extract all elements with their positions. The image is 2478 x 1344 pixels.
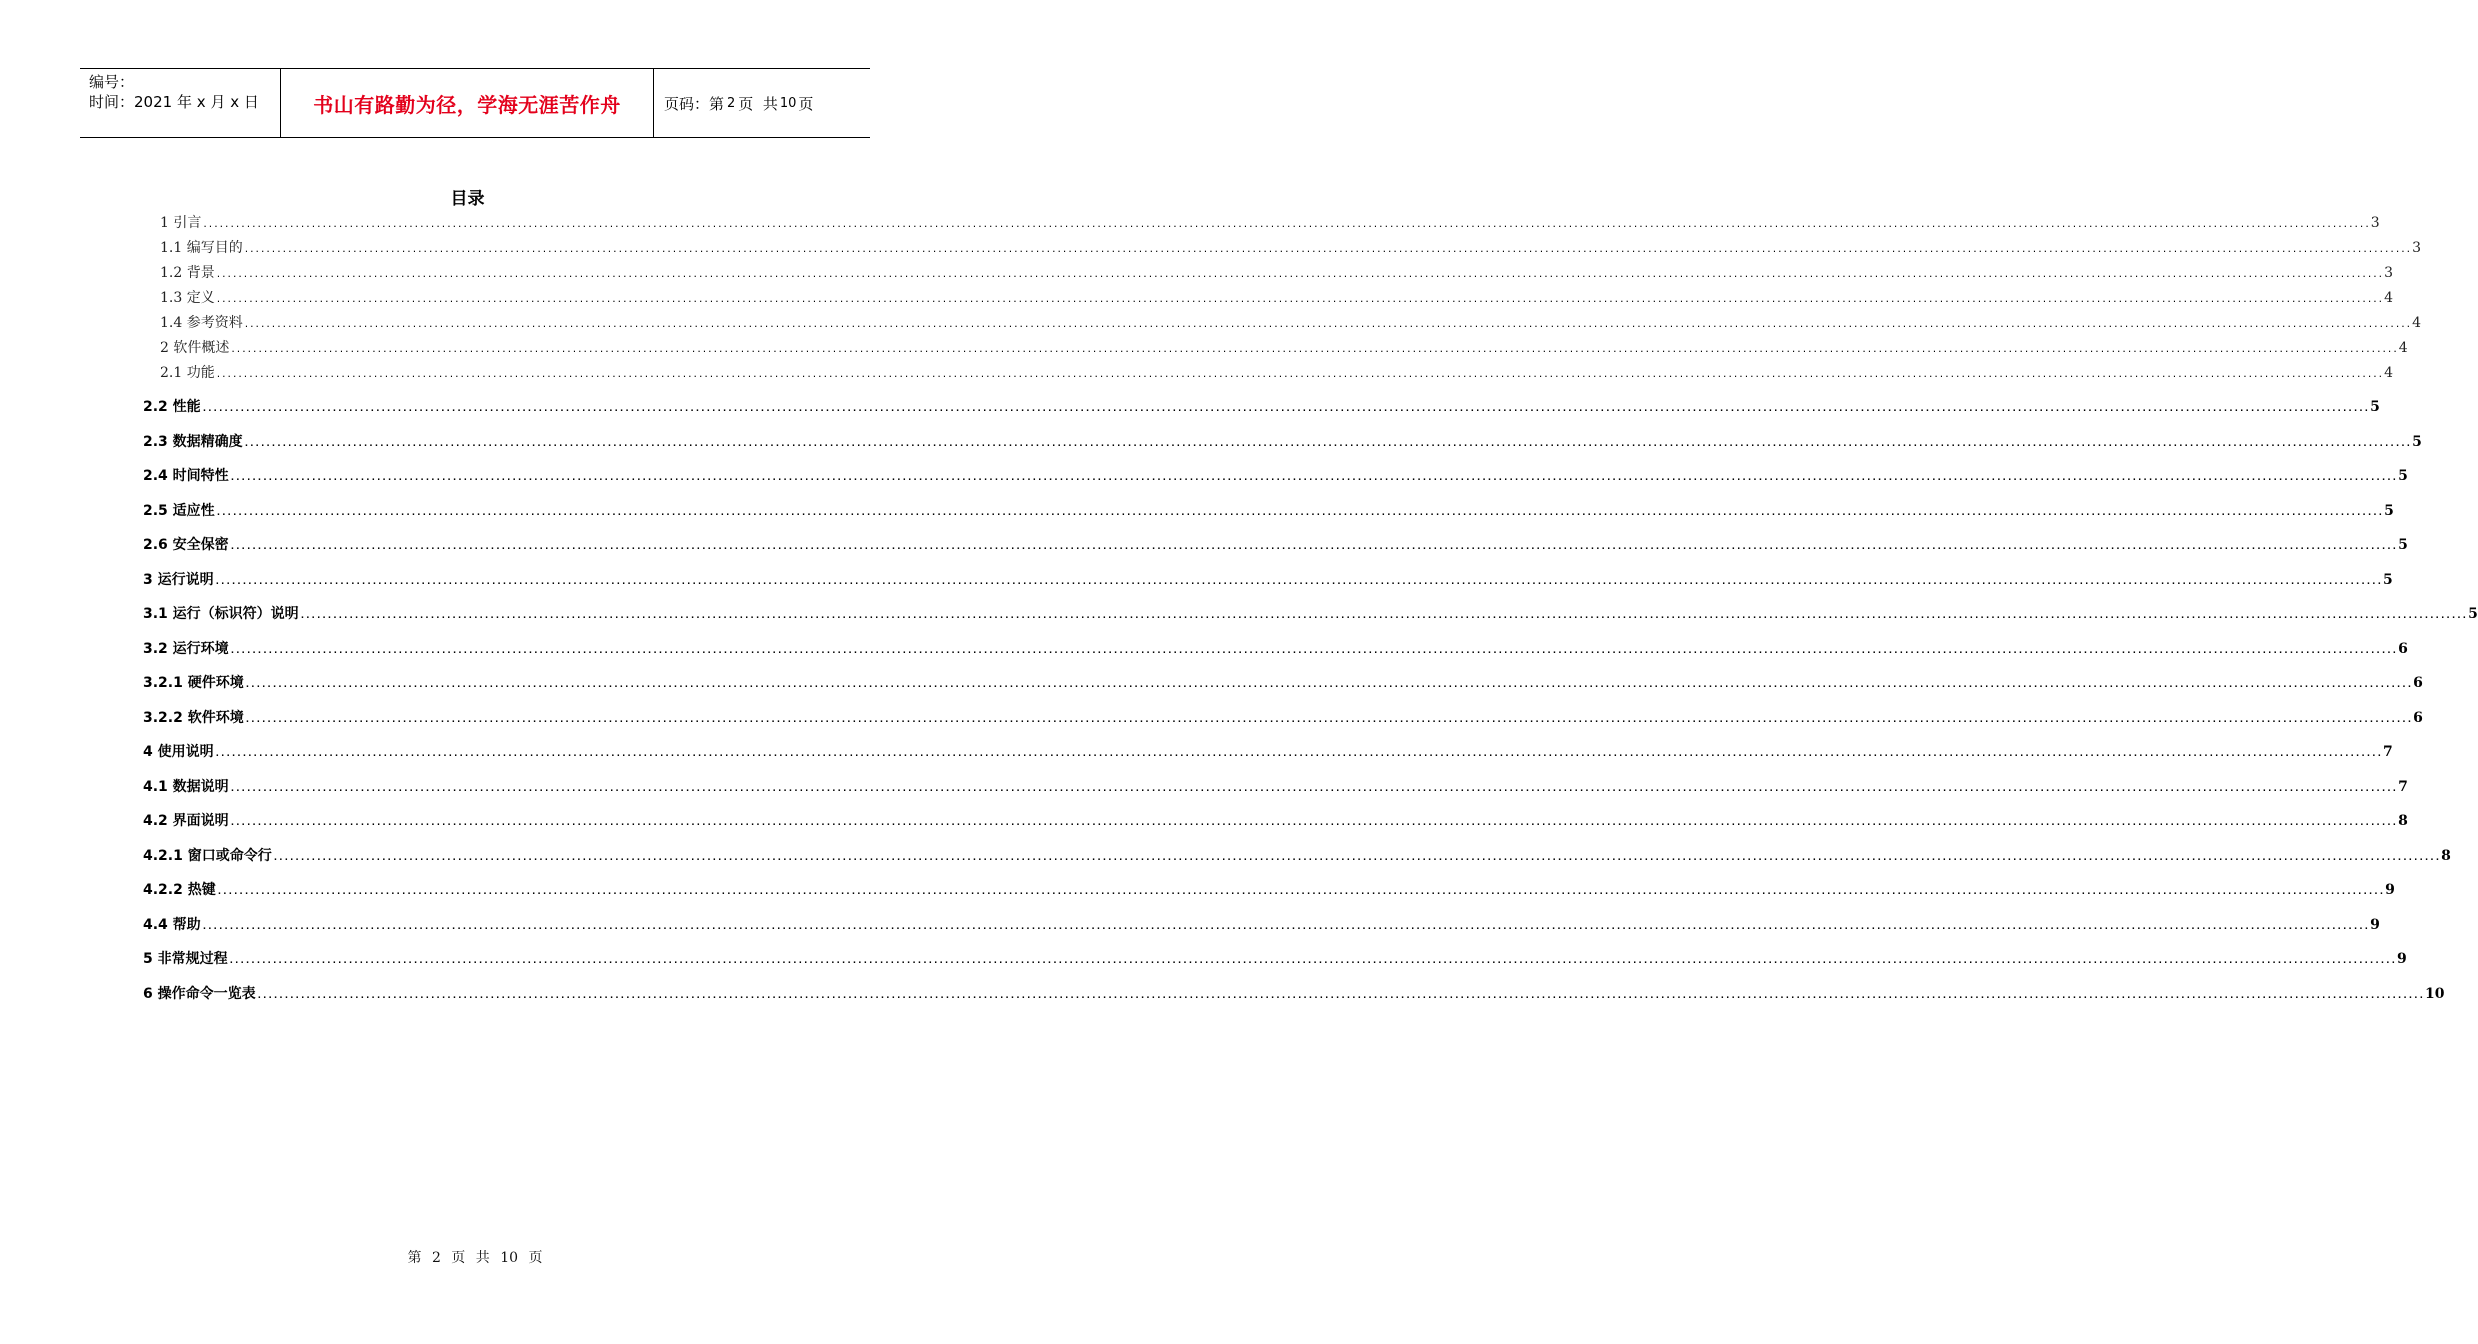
- toc-entry-page: 6: [2398, 640, 2408, 657]
- toc-leader-dots: ................................................................................................................................................................................................................................................................................................................................................................................................................: [229, 542, 2398, 552]
- toc-leader-dots: ................................................................................................................................................................................................................................................................................................................................................................................................................: [244, 680, 2413, 690]
- toc-leader-dots: ................................................................................................................................................................................................................................................................................................................................................................................................................: [202, 220, 2370, 230]
- toc-entry-label: 2.6 安全保密: [143, 537, 229, 553]
- toc-entry-page: 4: [2384, 290, 2394, 306]
- toc-entry[interactable]: [160, 262, 2394, 282]
- toc-entry[interactable]: [160, 237, 2422, 257]
- toc-leader-dots: ................................................................................................................................................................................................................................................................................................................................................................................................................: [256, 990, 2425, 1001]
- toc-leader-dots: ................................................................................................................................................................................................................................................................................................................................................................................................................: [243, 245, 2412, 255]
- toc-entry-label: 1.2 背景: [160, 265, 215, 281]
- toc-entry[interactable]: [143, 500, 2394, 520]
- toc-entry-page: 5: [2398, 468, 2408, 484]
- toc-leader-dots: ................................................................................................................................................................................................................................................................................................................................................................................................................: [229, 473, 2398, 483]
- toc-entry[interactable]: [160, 337, 2408, 357]
- toc-entry-page: 6: [2413, 709, 2423, 726]
- toc-entry-label: 2.1 功能: [160, 365, 215, 381]
- page-end: 页: [798, 94, 814, 113]
- page-label: 页码：第: [664, 94, 725, 113]
- toc-entry-page: 9: [2397, 951, 2407, 967]
- toc-entry-label: 3 运行说明: [143, 571, 214, 588]
- toc-leader-dots: ................................................................................................................................................................................................................................................................................................................................................................................................................: [244, 714, 2413, 725]
- toc-entry-label: 3.2.1 硬件环境: [143, 675, 244, 691]
- time-year: 2021: [134, 93, 173, 111]
- toc-entry-label: 6 操作命令一览表: [143, 985, 256, 1002]
- time-day: x: [230, 93, 240, 111]
- toc-entry-page: 5: [2384, 502, 2394, 519]
- header-page-cell: [654, 69, 870, 137]
- toc-entry[interactable]: [160, 312, 2422, 332]
- toc-entry[interactable]: [160, 362, 2394, 382]
- toc-leader-dots: ................................................................................................................................................................................................................................................................................................................................................................................................................: [215, 507, 2384, 518]
- toc-entry-label: 3.2 运行环境: [143, 640, 229, 657]
- time-label: 时间：: [89, 93, 135, 111]
- toc-entry-label: 5 非常规过程: [143, 951, 228, 967]
- toc-entry-page: 3: [2412, 240, 2422, 256]
- time-month: x: [196, 93, 206, 111]
- toc-entry-page: 3: [2370, 215, 2380, 231]
- toc-entry-page: 9: [2370, 916, 2380, 933]
- toc-entry-label: 1 引言: [160, 215, 202, 231]
- toc-leader-dots: ................................................................................................................................................................................................................................................................................................................................................................................................................: [215, 370, 2384, 380]
- toc-entry-page: 6: [2413, 675, 2423, 691]
- toc-entry-label: 4.2 界面说明: [143, 813, 229, 829]
- toc-entry-page: 8: [2398, 813, 2408, 829]
- toc-title: 目录: [450, 189, 485, 209]
- time-month-unit: 月: [210, 93, 226, 111]
- toc-entry-page: 5: [2468, 606, 2478, 622]
- toc-entry-page: 4: [2412, 315, 2422, 331]
- toc-entry-label: 4 使用说明: [143, 744, 214, 760]
- toc-entry[interactable]: [143, 741, 2393, 761]
- page-total: 10: [779, 95, 797, 111]
- document-number-label: 编号：: [89, 73, 135, 91]
- toc-entry-label: 4.4 帮助: [143, 916, 201, 933]
- document-time: [89, 92, 280, 112]
- toc-entry-label: 4.2.1 窗口或命令行: [143, 847, 272, 864]
- toc-entry-page: 8: [2441, 847, 2451, 864]
- toc-entry-page: 5: [2383, 571, 2393, 588]
- toc-entry[interactable]: [143, 776, 2408, 796]
- toc-entry-page: 4: [2398, 340, 2408, 356]
- toc-entry-label: 4.2.2 热键: [143, 882, 216, 898]
- toc-entry[interactable]: [143, 707, 2423, 727]
- toc-leader-dots: ................................................................................................................................................................................................................................................................................................................................................................................................................: [230, 345, 2398, 355]
- toc-entry[interactable]: [143, 396, 2380, 416]
- toc-leader-dots: ................................................................................................................................................................................................................................................................................................................................................................................................................: [243, 438, 2412, 449]
- toc-leader-dots: ................................................................................................................................................................................................................................................................................................................................................................................................................: [215, 270, 2384, 280]
- toc-leader-dots: ................................................................................................................................................................................................................................................................................................................................................................................................................: [201, 921, 2370, 932]
- toc-entry[interactable]: [143, 983, 2445, 1003]
- page-current: 2: [727, 95, 736, 111]
- toc-entry[interactable]: [160, 287, 2394, 307]
- toc-entry-label: 3.1 运行（标识符）说明: [143, 606, 299, 622]
- toc-entry-page: 5: [2370, 399, 2380, 415]
- header-motto-cell: [281, 69, 654, 137]
- toc-leader-dots: ................................................................................................................................................................................................................................................................................................................................................................................................................: [229, 645, 2398, 656]
- toc-entry-page: 4: [2384, 365, 2394, 381]
- toc-entry[interactable]: [143, 672, 2423, 692]
- toc-entry-label: 1.1 编写目的: [160, 240, 243, 256]
- toc-leader-dots: ................................................................................................................................................................................................................................................................................................................................................................................................................: [272, 852, 2441, 863]
- toc-entry[interactable]: [143, 914, 2380, 934]
- toc-leader-dots: ................................................................................................................................................................................................................................................................................................................................................................................................................: [201, 404, 2370, 414]
- toc-leader-dots: ................................................................................................................................................................................................................................................................................................................................................................................................................: [228, 956, 2397, 966]
- toc-entry-page: 10: [2425, 985, 2445, 1002]
- toc-entry-label: 3.2.2 软件环境: [143, 709, 244, 726]
- toc-entry-label: 2.3 数据精确度: [143, 433, 243, 450]
- toc-entry[interactable]: [143, 948, 2407, 968]
- toc-entry[interactable]: [143, 534, 2408, 554]
- header-motto: 书山有路勤为径，学海无涯苦作舟: [313, 92, 621, 117]
- toc-leader-dots: ................................................................................................................................................................................................................................................................................................................................................................................................................: [214, 576, 2383, 587]
- toc-entry[interactable]: [143, 431, 2422, 451]
- time-year-unit: 年: [176, 93, 192, 111]
- page-mid: 页 共: [738, 94, 778, 113]
- toc-entry-label: 2.5 适应性: [143, 502, 215, 519]
- toc-entry-label: 2 软件概述: [160, 340, 230, 356]
- toc-entry[interactable]: [143, 879, 2395, 899]
- toc-entry[interactable]: [143, 465, 2408, 485]
- toc-entry-page: 5: [2398, 537, 2408, 553]
- header-meta-cell: [80, 69, 281, 137]
- toc-leader-dots: ................................................................................................................................................................................................................................................................................................................................................................................................................: [215, 295, 2384, 305]
- toc-entry-label: 2.2 性能: [143, 399, 201, 415]
- toc-entry-label: 1.4 参考资料: [160, 315, 243, 331]
- toc-entry-page: 9: [2385, 882, 2395, 898]
- toc-leader-dots: ................................................................................................................................................................................................................................................................................................................................................................................................................: [229, 818, 2398, 828]
- toc-entry-page: 7: [2383, 744, 2393, 760]
- toc-entry[interactable]: [143, 569, 2393, 589]
- toc-entry[interactable]: [143, 845, 2451, 865]
- toc-entry[interactable]: [143, 638, 2408, 658]
- toc-entry-page: 7: [2398, 778, 2408, 795]
- toc-entry-page: 5: [2412, 433, 2422, 450]
- toc-entry-label: 4.1 数据说明: [143, 778, 229, 795]
- toc-entry[interactable]: [160, 212, 2380, 232]
- toc-leader-dots: ................................................................................................................................................................................................................................................................................................................................................................................................................: [216, 887, 2385, 897]
- time-day-unit: 日: [243, 93, 259, 111]
- toc-entry[interactable]: [143, 603, 2478, 623]
- page-header: [80, 68, 870, 138]
- toc-entry[interactable]: [143, 810, 2408, 830]
- toc-leader-dots: ................................................................................................................................................................................................................................................................................................................................................................................................................: [229, 783, 2398, 794]
- toc-entry-label: 1.3 定义: [160, 290, 215, 306]
- page-footer: 第 2 页 共 10 页: [407, 1250, 543, 1266]
- toc-leader-dots: ................................................................................................................................................................................................................................................................................................................................................................................................................: [214, 749, 2383, 759]
- toc-leader-dots: ................................................................................................................................................................................................................................................................................................................................................................................................................: [243, 320, 2412, 330]
- toc-leader-dots: ................................................................................................................................................................................................................................................................................................................................................................................................................: [299, 611, 2468, 621]
- toc-entry-label: 2.4 时间特性: [143, 468, 229, 484]
- toc-entry-page: 3: [2384, 265, 2394, 281]
